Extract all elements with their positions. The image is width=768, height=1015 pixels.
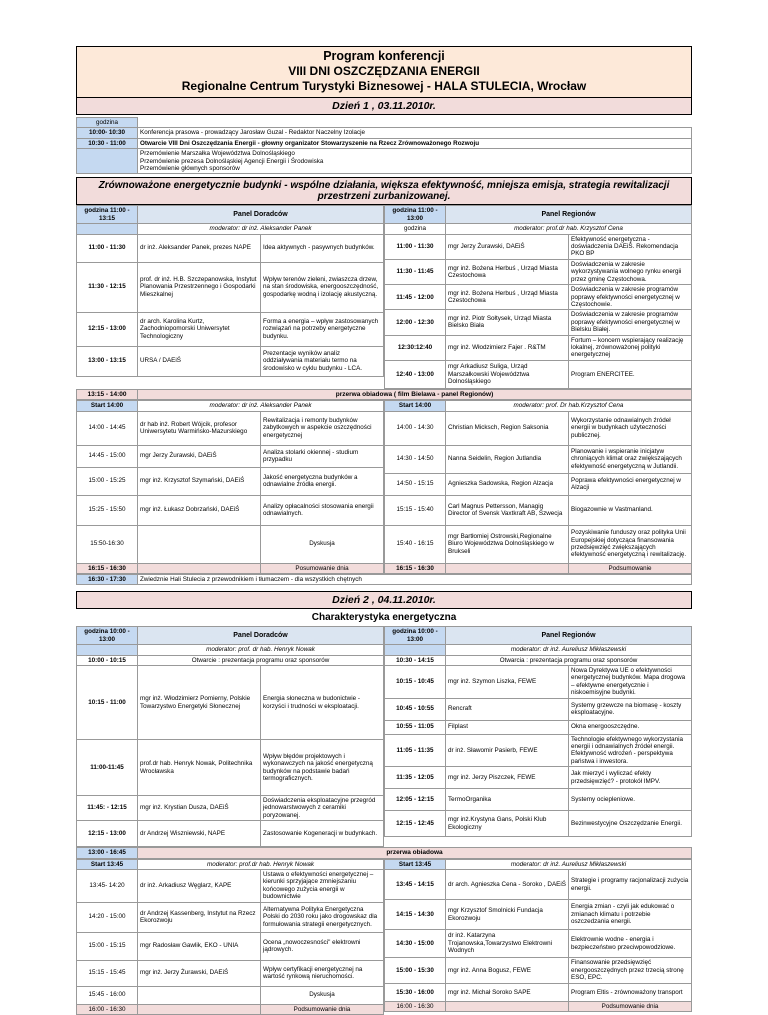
time-cell: 15:00 - 15:15 — [77, 932, 138, 960]
opening-text: Konferencja prasowa - prowadzący Jarosław Guzal - Redaktor Naczelny Izolacje — [138, 128, 692, 138]
table-row — [385, 525, 692, 563]
speaker-cell — [138, 1004, 261, 1014]
panel-left — [76, 205, 384, 388]
speaker-cell: dr hab inż. Robert Wójcik, profesor Uniwersytetu Warmińsko-Mazurskiego — [138, 411, 261, 445]
table-row — [385, 984, 692, 1002]
opening-text: Otwarcie VIII Dni Oszczędzania Energii - głowny organizator Stowarzyszenie na Rzecz Zrównoważonego Rozwoju — [138, 138, 692, 148]
time-cell: 10:15 - 10:45 — [385, 666, 446, 699]
time-cell: 14:50 - 15:15 — [385, 473, 446, 495]
speaker-cell: dr inż. Katarzyna Trojanowska,Towarzystwo Elektrowni Wodnych — [446, 930, 569, 958]
topic-cell: Energia słoneczna w budonictwie - korzyści i trudności w eksploatacji. — [261, 666, 384, 740]
time-cell: 15:40 - 16:15 — [385, 525, 446, 563]
topic-cell: Wpływ terenów zieleni, zwiaszcza drzew, na stan środowiska, energooszczędność, gospodarkę wodną i izolację akustyczną. — [261, 262, 384, 312]
speaker-cell — [138, 563, 261, 573]
table-row — [77, 563, 384, 573]
time-cell: godzina — [385, 224, 446, 234]
panel-left — [76, 626, 384, 847]
time-cell: 10:30 - 11:00 — [77, 138, 138, 148]
program-title: Program konferencji — [323, 49, 445, 63]
time-cell: 12:40 - 13:00 — [385, 360, 446, 388]
topic-cell: Doświadczenia w zakresie wykorzystywania wolnego rynku energii przez gminę Częstochowa. — [569, 259, 692, 284]
table-row — [385, 1002, 692, 1012]
time-cell: 11:35 - 12:05 — [385, 767, 446, 789]
table-row — [77, 138, 692, 148]
topic-cell: Program Eltis - zrównoważony transport — [569, 984, 692, 1002]
moderator: moderator: prof.dr hab. Henryk Nowak — [138, 859, 384, 869]
speaker-cell: mgr inż. Michał Soroko SAPE — [446, 984, 569, 1002]
time-header: godzina 11:00 - 13:00 — [385, 206, 446, 224]
table-row — [385, 473, 692, 495]
time-cell: 15:00 - 15:30 — [385, 958, 446, 984]
break-text: przerwa obiadowa — [138, 848, 692, 858]
topic-cell: Doświadczenia w zakresie programów poprawy efektywności energetycznej w Częstochowie. — [569, 285, 692, 310]
speaker-cell: Filplast — [446, 720, 569, 734]
topic-cell: Jak mierzyć i wyliczać efekty przedsięwzięć? - protokół IMPV. — [569, 767, 692, 789]
start-time: Start 13:45 — [77, 859, 138, 869]
table-row — [385, 495, 692, 525]
speaker-cell: prof.dr hab. Henryk Nowak, Politechnika Wrocławska — [138, 740, 261, 796]
panel-title: Panel Doradców — [138, 627, 384, 645]
speaker-cell: dr Andrzej Kassenberg, Instytut na Rzecz Ekorozwoju — [138, 902, 261, 932]
table-row — [385, 285, 692, 310]
panel-title: Panel Regionów — [446, 206, 692, 224]
speaker-cell: mgr inż. Włodzimierz Fajer . R&TM — [446, 335, 569, 360]
time-cell: 12:15 - 13:00 — [77, 821, 138, 847]
speaker-cell: Christian Micksch, Region Saksonia — [446, 411, 569, 445]
topic-cell: Posumowanie dnia — [261, 563, 384, 573]
panel-right — [384, 205, 692, 388]
time-cell: 11:45 - 12:00 — [385, 285, 446, 310]
moderator: moderator: dr inż. Aleksander Panek — [138, 224, 384, 234]
table-row — [77, 902, 384, 932]
speaker-cell: mgr inż. Jerzy Piszczek, FEWE — [446, 767, 569, 789]
topic-cell: Dyskusja — [261, 525, 384, 563]
speaker-cell: dr inż. Aleksander Panek, prezes NAPE — [138, 234, 261, 262]
table-row — [385, 335, 692, 360]
opening-spacer — [138, 118, 692, 128]
speaker-cell — [446, 1002, 569, 1012]
topic-cell: Ustawa o efektywności energetycznej – kierunki sprzyjające zmniejszaniu końcowego zużycia energii w budownictwie — [261, 870, 384, 903]
table-row — [385, 445, 692, 473]
panel-title: Panel Doradców — [138, 206, 384, 224]
topic-cell: Bezinwestycyjne Oszczędzanie Energii. — [569, 811, 692, 837]
panel-header-row — [77, 206, 384, 224]
tour-row — [76, 574, 692, 585]
topic-cell: Wpływ certyfikacji energetycznej na wartość rynkową nieruchomości. — [261, 960, 384, 986]
speaker-cell: prof. dr inż. H.B. Szczepanowska, Instytut Planowania Przestrzennego i Gospodarki Mieszkalnej — [138, 262, 261, 312]
topic-cell: Doświadczenia w zakresie programów poprawy efektywności energetycznej w Bielsku Białej. — [569, 310, 692, 335]
time-cell: 13:00 - 13:15 — [77, 346, 138, 376]
day1-block2 — [76, 400, 692, 574]
time-cell: 11:00 - 11:30 — [385, 234, 446, 259]
table-row — [385, 655, 692, 665]
time-cell: 11:00 - 11:30 — [77, 234, 138, 262]
table-row — [385, 411, 692, 445]
time-cell: 14:00 - 14:45 — [77, 411, 138, 445]
speaker-cell: mgr inż. Bożena Herbuś , Urząd Miasta Czestochowa — [446, 259, 569, 284]
time-cell: 10:30 - 14:15 — [385, 655, 446, 665]
time-cell — [77, 149, 138, 174]
topic-cell: Planowanie i wspieranie inicjatyw chroniących klimat oraz zwiększających efektywność energetyczną w Jutlandii. — [569, 445, 692, 473]
moderator: moderator: prof.dr hab. Krzysztof Cena — [446, 224, 692, 234]
time-cell: 15:30 - 16:00 — [385, 984, 446, 1002]
topic-cell: Systemy ociepleniowe. — [569, 789, 692, 811]
table-row — [385, 900, 692, 930]
speaker-cell: mgr Bartłomiej Ostrowski,Regionalne Biuro Województwa Dolnośląskiego w Brukseli — [446, 525, 569, 563]
time-cell: 14:00 - 14:30 — [385, 411, 446, 445]
speeches-cell — [138, 149, 692, 174]
speaker-cell: mgr Arkadiusz Suliga, Urząd Marszałkowski Województwa Dolnośląskiego — [446, 360, 569, 388]
time-cell: 16:15 - 16:30 — [385, 563, 446, 573]
table-row — [77, 445, 384, 467]
speaker-cell: Agnieszka Sadowska, Region Alzacja — [446, 473, 569, 495]
table-row — [385, 666, 692, 699]
panel-left — [76, 859, 384, 1015]
moderator: moderator: prof. dr hab. Henryk Nowak — [138, 645, 384, 655]
day2-theme: Charakterystyka energetyczna — [311, 612, 457, 624]
panel-left — [76, 400, 384, 574]
day1-label: Dzień 1 , 03.11.2010r. — [76, 98, 692, 115]
topic-cell: Fortum – koncern wspierający realizację lokalnej, zrównoważonej polityki energetycznej — [569, 335, 692, 360]
time-cell: 12:15 - 12:45 — [385, 811, 446, 837]
time-cell: 14:30 - 14:50 — [385, 445, 446, 473]
table-row — [77, 234, 384, 262]
topic-cell: Rewitalizacja i remonty budynków zabytkowych w aspekcie oszczędności energetycznej — [261, 411, 384, 445]
topic-cell: Prezentacje wyników analiz oddziaływania materiału termo na środowisko w cyklu budynku - LCA. — [261, 346, 384, 376]
speaker-cell: dr inż. Arkadiusz Węglarz, KAPE — [138, 870, 261, 903]
speaker-cell: Rencraft — [446, 698, 569, 720]
speech-item: Przemówienie głównych sponsorów — [140, 165, 240, 173]
moderator: moderator: dr inż. Aureliusz Mikłaszewski — [446, 859, 692, 869]
panel-right — [384, 859, 692, 1015]
time-cell: 15:25 - 15:50 — [77, 495, 138, 525]
table-row — [385, 360, 692, 388]
topic-cell: Otwarcie : prezentacja programu oraz sponsorów — [138, 655, 384, 665]
speaker-cell — [446, 563, 569, 573]
topic-cell: Analiza stolarki okiennej - studium przypadku — [261, 445, 384, 467]
day2-label: Dzień 2 , 04.11.2010r. — [76, 591, 692, 609]
moderator: moderator: dr inż. Aureliusz Mikłaszewski — [446, 645, 692, 655]
table-row — [77, 986, 384, 1004]
time-cell: 10:00- 10:30 — [77, 128, 138, 138]
panel-title: Panel Regionów — [446, 627, 692, 645]
speaker-cell: mgr inż. Krzysztof Szymański, DAEiŚ — [138, 467, 261, 495]
speaker-cell: TermoOrganika — [446, 789, 569, 811]
table-row — [385, 811, 692, 837]
venue: Regionalne Centrum Turystyki Biznesowej - HALA STULECIA, Wrocław — [181, 79, 587, 93]
table-row — [385, 734, 692, 767]
table-row — [77, 1004, 384, 1014]
topic-cell: Jakość energetyczna budynków a odnawialne źródła energii. — [261, 467, 384, 495]
time-cell: 10:55 - 11:05 — [385, 720, 446, 734]
day1-opening-table — [76, 117, 692, 174]
opening-header-row — [77, 118, 692, 128]
time-header: godzina 10:00 - 13:00 — [77, 627, 138, 645]
topic-cell: Analizy opłacalności stosowania energii odnawialnych. — [261, 495, 384, 525]
table-row — [77, 960, 384, 986]
table-row — [385, 259, 692, 284]
col-header-time: godzina — [77, 118, 138, 128]
table-row — [385, 720, 692, 734]
time-cell: 13:00 - 16:45 — [77, 848, 138, 858]
table-row — [77, 666, 384, 740]
time-cell: 11:00-11:45 — [77, 740, 138, 796]
time-cell: 16:00 - 16:30 — [385, 1002, 446, 1012]
time-cell: 15:00 - 15:25 — [77, 467, 138, 495]
day2-block2 — [76, 859, 692, 1015]
speaker-cell: mgr inż. Włodzimierz Pomierny, Polskie Towarzystwo Energetyki Słonecznej — [138, 666, 261, 740]
table-row — [385, 310, 692, 335]
day2-block1 — [76, 626, 692, 847]
time-cell: 10:45 - 10:55 — [385, 698, 446, 720]
table-row — [77, 932, 384, 960]
time-cell: 16:30 - 17:30 — [77, 574, 138, 584]
table-row — [385, 930, 692, 958]
program-page — [76, 46, 692, 1015]
speaker-cell — [138, 525, 261, 563]
speaker-cell: mgr inż. Jerzy Żurawski, DAEiŚ — [138, 960, 261, 986]
table-row — [385, 767, 692, 789]
topic-cell: Ocena „nowoczesności" elektrowni jądrowych. — [261, 932, 384, 960]
topic-cell: Energia zmian - czyli jak edukować o zmianach klimatu i potrzebie oszczedzania energii. — [569, 900, 692, 930]
topic-cell: Wpływ błędów projektowych i wykonawczych na jakość energetyczną budynków na podstawie badań termograficznych. — [261, 740, 384, 796]
speaker-cell: mgr inż. Szymon Liszka, FEWE — [446, 666, 569, 699]
topic-cell: Elektrownie wodne - energia i bezpieczeństwo przeciwpowodziowe. — [569, 930, 692, 958]
time-cell: 13:45- 14:20 — [77, 870, 138, 903]
time-cell: 12:05 - 12:15 — [385, 789, 446, 811]
table-row — [385, 563, 692, 573]
table-row — [77, 262, 384, 312]
time-cell: 11:05 - 11:35 — [385, 734, 446, 767]
topic-cell: Nowa Dyrektywa UE o efektywności energetycznej budynków. Mapa drogowa – efektywne energetycznie i niskoemisyjne budynki. — [569, 666, 692, 699]
time-cell: 15:15 - 15:45 — [77, 960, 138, 986]
table-row — [77, 467, 384, 495]
topic-cell: Dyskusja — [261, 986, 384, 1004]
start-time: Start 14:00 — [385, 401, 446, 411]
topic-cell: Forma a energia – wpływ zastosowanych rozwiązań na potrzeby energetyczne budynku. — [261, 312, 384, 346]
speech-item: Przemówienie Marszałka Województwa Dolnośląskiego — [140, 150, 295, 158]
topic-cell: Finansowanie przedsięwzięć energooszczędnych przez trzecią stronę ESO, EPC. — [569, 958, 692, 984]
time-cell: 10:00 - 10:15 — [77, 655, 138, 665]
speaker-cell: Nanna Seidelin, Region Jutlandia — [446, 445, 569, 473]
time-cell: 14:20 - 15:00 — [77, 902, 138, 932]
time-cell: 11:30 - 12:15 — [77, 262, 138, 312]
topic-cell: Podsumowanie — [569, 563, 692, 573]
topic-cell: Biogazownie w Vastmanland. — [569, 495, 692, 525]
table-row — [77, 346, 384, 376]
table-row — [77, 655, 384, 665]
time-cell: 14:15 - 14:30 — [385, 900, 446, 930]
speaker-cell: mgr inż. Krystian Dusza, DAEiŚ — [138, 796, 261, 821]
time-cell: 13:15 - 14:00 — [77, 389, 138, 399]
program-header — [76, 46, 692, 98]
time-header: godzina 11:00 - 13:15 — [77, 206, 138, 224]
panel-header-row — [385, 206, 692, 224]
table-row — [77, 411, 384, 445]
table-row — [385, 698, 692, 720]
start-time: Start 14:00 — [77, 401, 138, 411]
topic-cell: Podsumowanie dnia — [569, 1002, 692, 1012]
day1-block1 — [76, 205, 692, 388]
topic-cell: Poprawa efektywności energetycznej w Alzacji — [569, 473, 692, 495]
topic-cell: Zastosowanie Kogeneracji w budynkach. — [261, 821, 384, 847]
speaker-cell: mgr Jerzy Żurawski, DAEiŚ — [446, 234, 569, 259]
time-cell: 11:45: - 12:15 — [77, 796, 138, 821]
time-cell: 12:30:12:40 — [385, 335, 446, 360]
time-cell: 15:45 - 16:00 — [77, 986, 138, 1004]
topic-cell: Otwarcia : prezentacja programu oraz sponsorów — [446, 655, 692, 665]
time-cell: 15:50-16:30 — [77, 525, 138, 563]
table-row — [77, 821, 384, 847]
time-cell: 10:15 - 11:00 — [77, 666, 138, 740]
topic-cell: Strategie i programy racjonalizacji zużycia energii. — [569, 870, 692, 900]
speaker-cell: Carl Magnus Pettersson, Managig Director of Svensk Vaxtkraft AB, Szwecja — [446, 495, 569, 525]
table-row — [77, 495, 384, 525]
time-cell: 13:45 - 14:15 — [385, 870, 446, 900]
table-row — [385, 234, 692, 259]
speaker-cell: dr Andrzej Wiszniewski, NAPE — [138, 821, 261, 847]
speaker-cell: mgr Jerzy Żurawski, DAEiŚ — [138, 445, 261, 467]
time-header: godzina 10:00 - 13:00 — [385, 627, 446, 645]
topic-cell: Wykorzystanie odnawialnych źródeł energii w budynkach użyteczności publicznej. — [569, 411, 692, 445]
topic-cell: Program ENERCITEE. — [569, 360, 692, 388]
panel-right — [384, 626, 692, 847]
speaker-cell: mgr inż. Piotr Sołtysek, Urząd Miasta Bielsko Biała — [446, 310, 569, 335]
table-row — [77, 740, 384, 796]
speaker-cell: dr arch. Agnieszka Cena - Soroko , DAEiŚ — [446, 870, 569, 900]
speeches-row — [77, 149, 692, 174]
topic-cell: Idea aktywnych - pasywnych budynków. — [261, 234, 384, 262]
time-cell: 14:45 - 15:00 — [77, 445, 138, 467]
start-time: Start 13:45 — [385, 859, 446, 869]
break-row — [76, 389, 692, 400]
topic-cell: Technologie efektywnego wykorzystania energii i odnawialnych źródeł energii. Efektywność wdrożeń - perspektywa państwa i inwestora. — [569, 734, 692, 767]
tour-text: Zwiedznie Hali Stulecia z przewodnikiem i tłumaczem - dla wszystkich chętnych — [138, 574, 692, 584]
time-cell: 14:30 - 15:00 — [385, 930, 446, 958]
topic-cell: Efektywność energetyczna - doświadczenia DAEiŚ. Rekomendacja PKO BP — [569, 234, 692, 259]
moderator: moderator: prof. Dr hab.Krzysztof Cena — [446, 401, 692, 411]
conference-name: VIII DNI OSZCZĘDZANIA ENERGII — [288, 64, 480, 78]
table-row — [385, 958, 692, 984]
day1-theme: Zrównoważone energetycznie budynki - wspólne działania, większa efektywność, mniejsza emisja, strategia rewitalizacji przestrzeni zurbanizowanej. — [76, 177, 692, 205]
table-row — [385, 870, 692, 900]
table-row — [77, 870, 384, 903]
time-cell: 11:30 - 11:45 — [385, 259, 446, 284]
time-cell: 16:00 - 16:30 — [77, 1004, 138, 1014]
topic-cell: Podsumowanie dnia — [261, 1004, 384, 1014]
speaker-cell: mgr inż.Krystyna Gans, Polski Klub Ekologiczny — [446, 811, 569, 837]
speaker-cell: mgr inż. Łukasz Dobrzański, DAEiŚ — [138, 495, 261, 525]
topic-cell: Doświadczenia eksploatacyjne przegród jednowarstwowych z ceramiki poryzowanej. — [261, 796, 384, 821]
table-row — [77, 128, 692, 138]
time-cell: 12:15 - 13:00 — [77, 312, 138, 346]
table-row — [77, 312, 384, 346]
topic-cell: Okna energooszczędne. — [569, 720, 692, 734]
table-row — [385, 789, 692, 811]
speaker-cell: mgr Radosław Gawlik, EKO - UNIA — [138, 932, 261, 960]
time-cell: 16:15 - 16:30 — [77, 563, 138, 573]
time-cell: 12:00 - 12:30 — [385, 310, 446, 335]
speaker-cell — [138, 986, 261, 1004]
speaker-cell: mgr inż. Bożena Herbuś , Urząd Miasta Czestochowa — [446, 285, 569, 310]
speaker-cell: URSA / DAEiŚ — [138, 346, 261, 376]
table-row — [77, 796, 384, 821]
time-cell: 15:15 - 15:40 — [385, 495, 446, 525]
topic-cell: Pozyskiwanie funduszy oraz polityka Unii Europejskiej dotycząca finansowania przedsięwzięć zwiększających efektywność energetyczną i rewitalizację. — [569, 525, 692, 563]
break-row — [76, 847, 692, 858]
speaker-cell: dr arch. Karolina Kurtz, Zachodniopomorski Uniwersytet Technologiczny — [138, 312, 261, 346]
speaker-cell: mgr Krzysztof Smolnicki Fundacja Ekorozwoju — [446, 900, 569, 930]
speaker-cell: dr inż. Sławomir Pasierb, FEWE — [446, 734, 569, 767]
topic-cell: Alternatywna Polityka Energetyczna Polski do 2030 roku jako drogowskaz dla formułowania strategii energetycznych. — [261, 902, 384, 932]
panel-right — [384, 400, 692, 574]
moderator: moderator: dr inż. Aleksander Panek — [138, 401, 384, 411]
speech-item: Przemówienie prezesa Dolnośląskiej Agencji Energii i Środowiska — [140, 157, 324, 165]
topic-cell: Systemy grzewcze na biomasę - koszty eksploatacyjne. — [569, 698, 692, 720]
break-text: przerwa obiadowa ( film Bielawa - panel Regionów) — [138, 389, 692, 399]
speaker-cell: mgr inż. Anna Bogusz, FEWE — [446, 958, 569, 984]
table-row — [77, 525, 384, 563]
